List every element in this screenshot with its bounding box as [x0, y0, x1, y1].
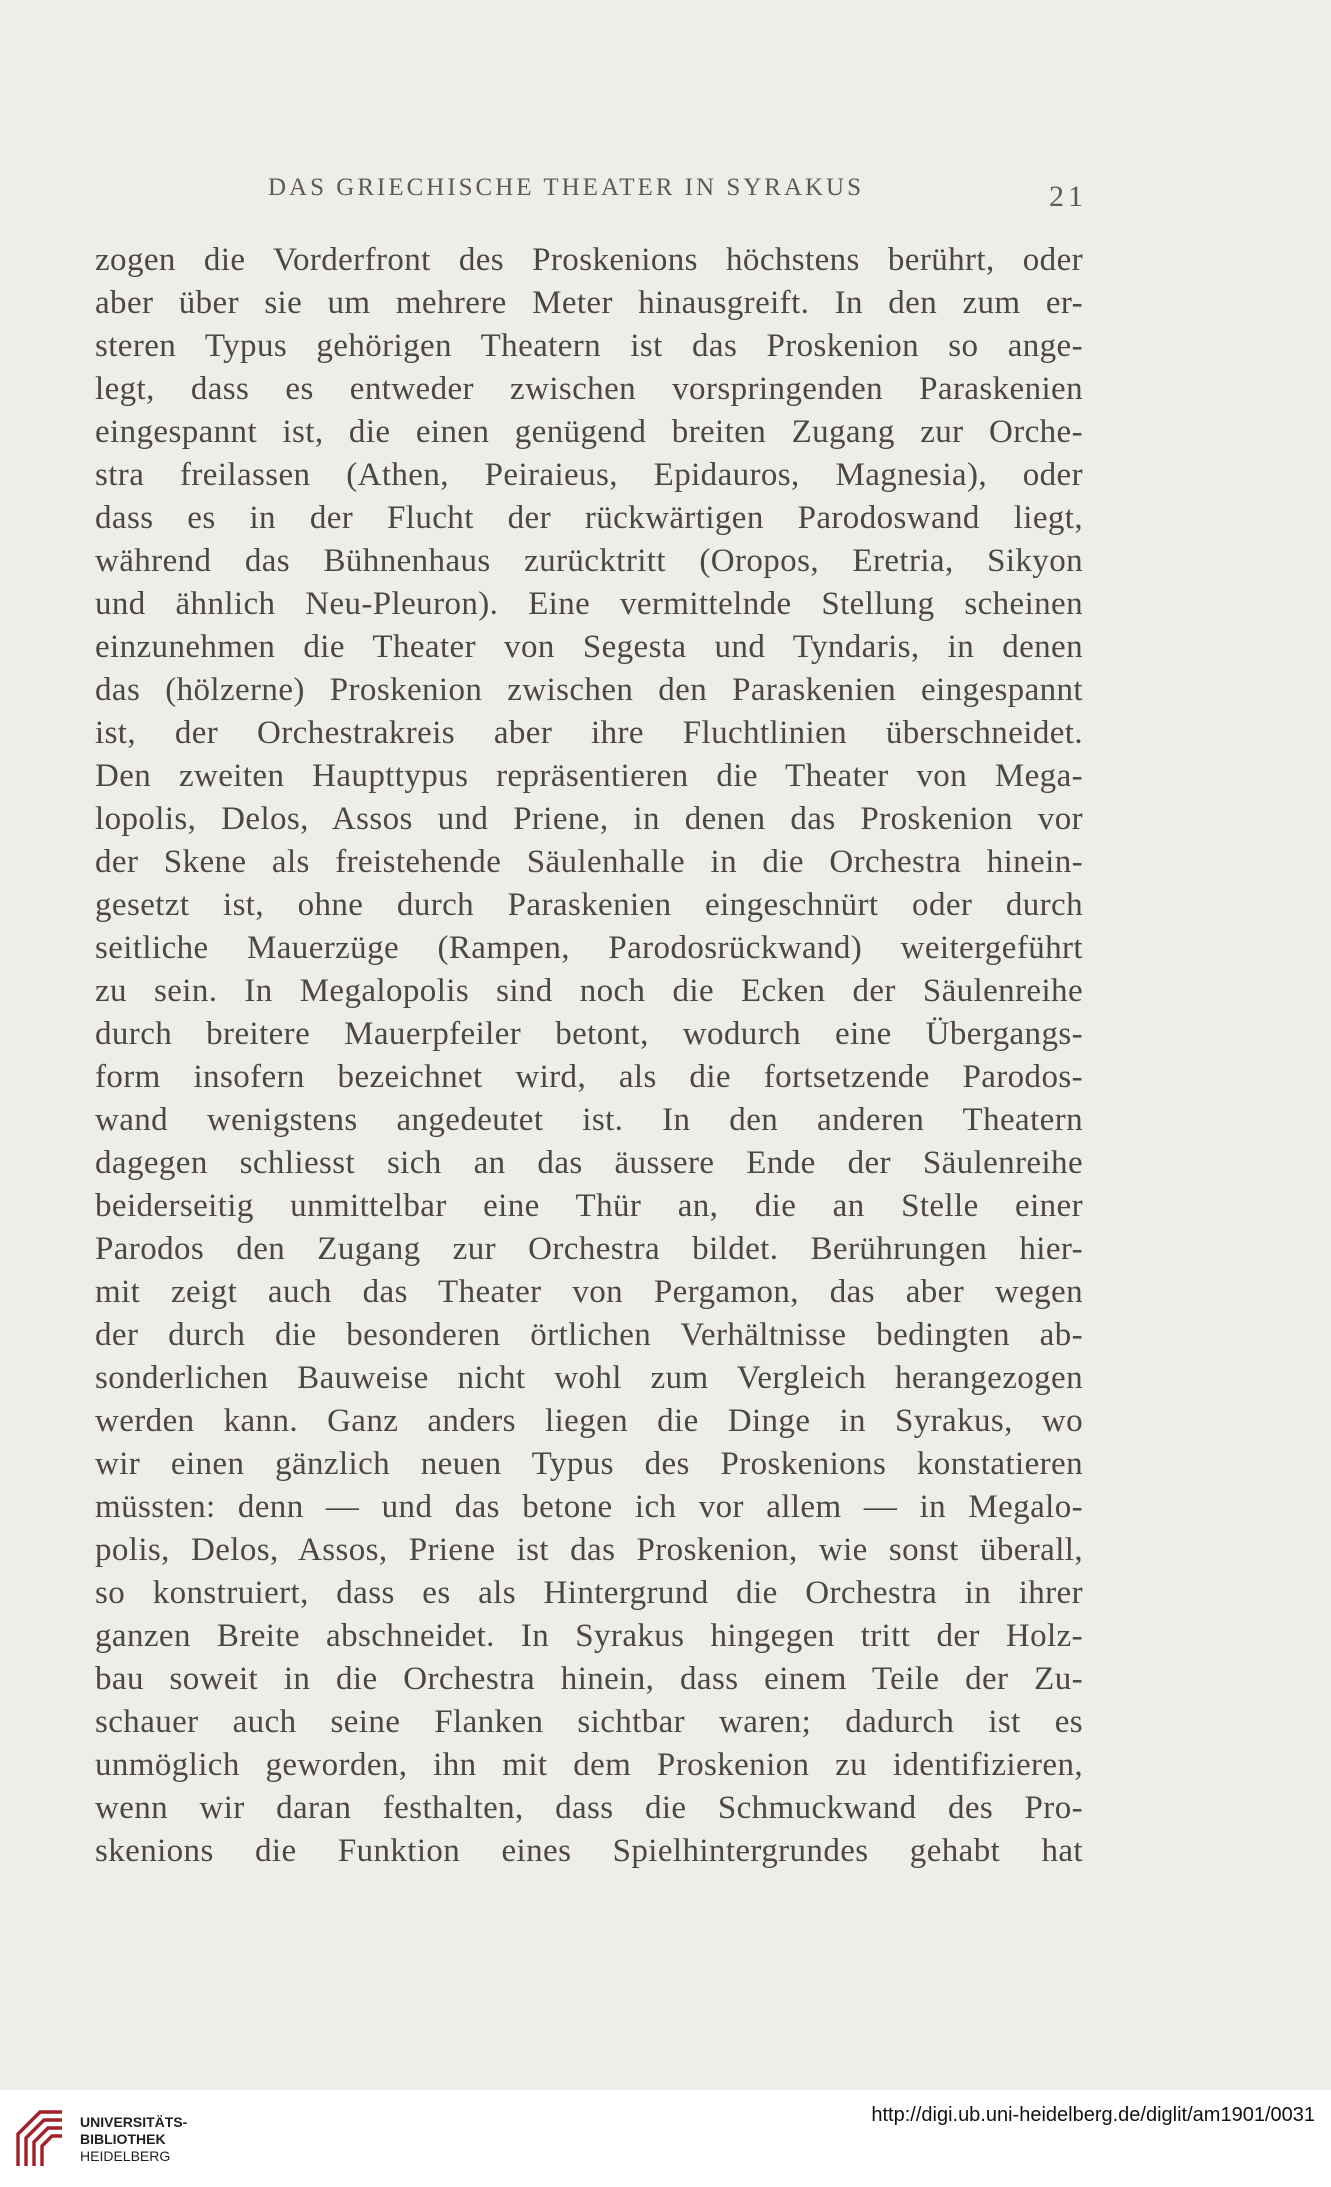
text-line: lopolis, Delos, Assos und Priene, in denen das Proskenion vor [95, 801, 1083, 837]
text-line: werden kann. Ganz anders liegen die Dinge in Syrakus, wo [95, 1403, 1083, 1439]
text-line: sonderlichen Bauweise nicht wohl zum Vergleich herangezogen [95, 1360, 1083, 1396]
text-line: der durch die besonderen örtlichen Verhältnisse bedingten ab- [95, 1317, 1083, 1353]
text-line: seitliche Mauerzüge (Rampen, Parodosrückwand) weitergeführt [95, 930, 1083, 966]
text-line: wir einen gänzlich neuen Typus des Proskenions konstatieren [95, 1446, 1083, 1482]
text-line: müssten: denn — und das betone ich vor allem — in Megalo- [95, 1489, 1083, 1525]
text-line: dagegen schliesst sich an das äussere Ende der Säulenreihe [95, 1145, 1083, 1181]
text-line: und ähnlich Neu-Pleuron). Eine vermittelnde Stellung scheinen [95, 586, 1083, 622]
text-line: bau soweit in die Orchestra hinein, dass einem Teile der Zu- [95, 1661, 1083, 1697]
library-name-line-3: HEIDELBERG [80, 2148, 171, 2164]
text-line: Parodos den Zugang zur Orchestra bildet. Berührungen hier- [95, 1231, 1083, 1267]
text-line: beiderseitig unmittelbar eine Thür an, die an Stelle einer [95, 1188, 1083, 1224]
text-line: legt, dass es entweder zwischen vorspringenden Paraskenien [95, 371, 1083, 407]
text-line: skenions die Funktion eines Spielhintergrundes gehabt hat [95, 1833, 1083, 1869]
text-line: steren Typus gehörigen Theatern ist das Proskenion so ange- [95, 328, 1083, 364]
text-line: der Skene als freistehende Säulenhalle in die Orchestra hinein- [95, 844, 1083, 880]
text-line: zogen die Vorderfront des Proskenions höchstens berührt, oder [95, 242, 1083, 278]
text-line: durch breitere Mauerpfeiler betont, wodurch eine Übergangs- [95, 1016, 1083, 1052]
running-head: DAS GRIECHISCHE THEATER IN SYRAKUS [268, 174, 865, 201]
text-line: schauer auch seine Flanken sichtbar waren; dadurch ist es [95, 1704, 1083, 1740]
text-line: stra freilassen (Athen, Peiraieus, Epidauros, Magnesia), oder [95, 457, 1083, 493]
page-number: 21 [1049, 180, 1087, 213]
text-line: unmöglich geworden, ihn mit dem Proskenion zu identifizieren, [95, 1747, 1083, 1783]
permalink-url[interactable]: http://digi.ub.uni-heidelberg.de/diglit/am1901/0031 [871, 2104, 1315, 2126]
text-line: aber über sie um mehrere Meter hinausgreift. In den zum er- [95, 285, 1083, 321]
text-line: mit zeigt auch das Theater von Pergamon, das aber wegen [95, 1274, 1083, 1310]
text-line: dass es in der Flucht der rückwärtigen Parodoswand liegt, [95, 500, 1083, 536]
text-line: ist, der Orchestrakreis aber ihre Fluchtlinien überschneidet. [95, 715, 1083, 751]
text-line: wenn wir daran festhalten, dass die Schmuckwand des Pro- [95, 1790, 1083, 1826]
text-line: form insofern bezeichnet wird, als die fortsetzende Parodos- [95, 1059, 1083, 1095]
library-logo-icon [14, 2106, 66, 2170]
text-line: so konstruiert, dass es als Hintergrund die Orchestra in ihrer [95, 1575, 1083, 1611]
text-line: das (hölzerne) Proskenion zwischen den Paraskenien eingespannt [95, 672, 1083, 708]
body-text [95, 239, 1083, 1873]
text-line: eingespannt ist, die einen genügend breiten Zugang zur Orche- [95, 414, 1083, 450]
text-line: Den zweiten Haupttypus repräsentieren die Theater von Mega- [95, 758, 1083, 794]
text-line: gesetzt ist, ohne durch Paraskenien eingeschnürt oder durch [95, 887, 1083, 923]
text-line: einzunehmen die Theater von Segesta und Tyndaris, in denen [95, 629, 1083, 665]
text-line: ganzen Breite abschneidet. In Syrakus hingegen tritt der Holz- [95, 1618, 1083, 1654]
text-line: zu sein. In Megalopolis sind noch die Ecken der Säulenreihe [95, 973, 1083, 1009]
library-name-line-2: BIBLIOTHEK [80, 2131, 166, 2147]
text-line: während das Bühnenhaus zurücktritt (Oropos, Eretria, Sikyon [95, 543, 1083, 579]
text-line: polis, Delos, Assos, Priene ist das Proskenion, wie sonst überall, [95, 1532, 1083, 1568]
text-line: wand wenigstens angedeutet ist. In den anderen Theatern [95, 1102, 1083, 1138]
library-name [80, 2114, 187, 2165]
library-name-line-1: UNIVERSITÄTS- [80, 2114, 188, 2130]
